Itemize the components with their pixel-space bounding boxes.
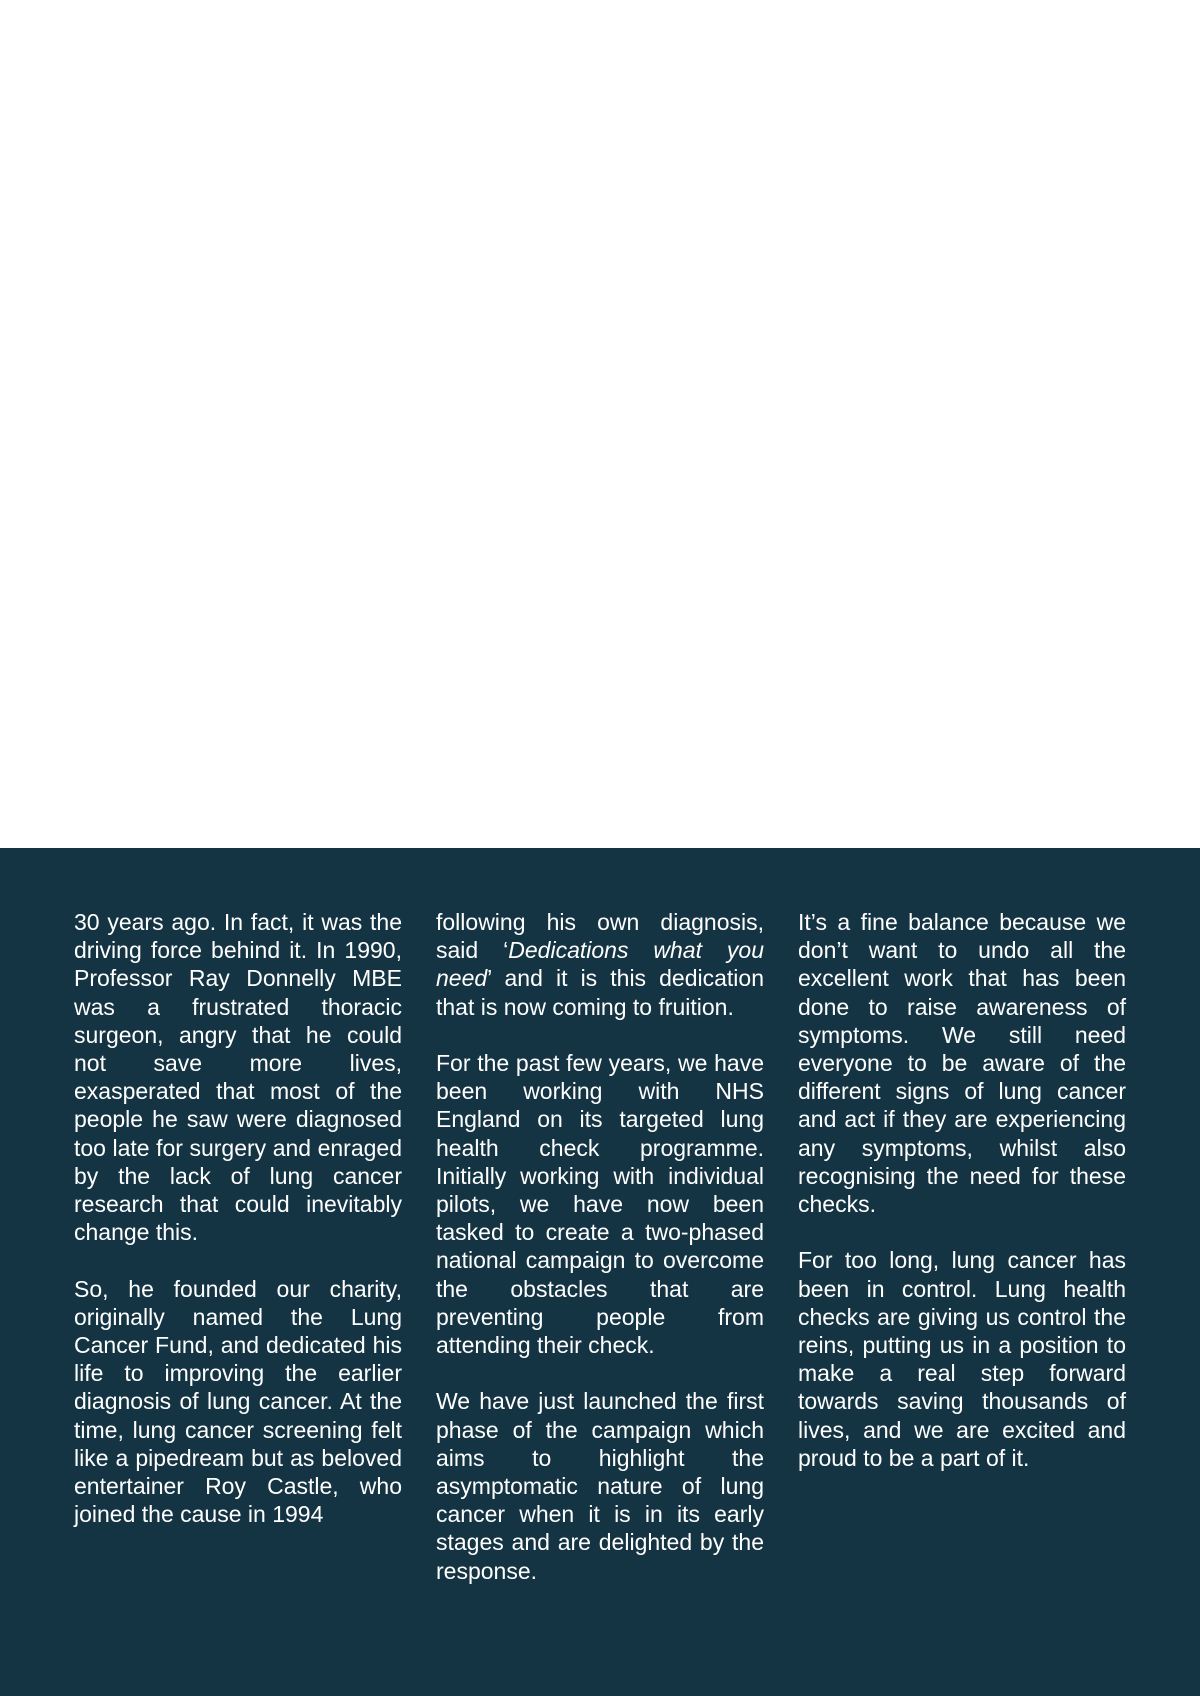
paragraph [436, 908, 764, 1021]
paragraph-text: following his own diagnosis, said ‘ [436, 909, 764, 964]
paragraph: We have just launched the first phase of the campaign which aims to highlight the asymptomatic nature of lung cancer when it is in its early stages and are delighted by the response. [436, 1388, 764, 1584]
article-column-2 [436, 908, 764, 1585]
article-column-3 [798, 908, 1126, 1472]
paragraph: It’s a fine balance because we don’t want to undo all the excellent work that has been done to raise awareness of symptoms. We still need everyone to be aware of the different signs of lung cancer and act if they are experiencing any symptoms, whilst also recognising the need for these checks. [798, 909, 1126, 1218]
article-column-1 [74, 908, 402, 1528]
paragraph: For too long, lung cancer has been in control. Lung health checks are giving us control the reins, putting us in a position to make a real step forward towards saving thousands of lives, and we are excited and proud to be a part of it. [798, 1247, 1126, 1471]
paragraph: For the past few years, we have been working with NHS England on its targeted lung health check programme. Initially working with individual pilots, we have now been tasked to create a two-phased national campaign to overcome the obstacles that are preventing people from attending their check. [436, 1050, 764, 1359]
paragraph-text: ’ and it is this dedication that is now coming to fruition. [436, 965, 764, 1020]
quote-text: Dedications what you need [436, 937, 765, 992]
paragraph: 30 years ago. In fact, it was the driving force behind it. In 1990, Professor Ray Donnelly MBE was a frustrated thoracic surgeon, angry that he could not save more lives, exasperated that most of the people he saw were diagnosed too late for surgery and enraged by the lack of lung cancer research that could inevitably change this. [74, 909, 402, 1246]
paragraph: So, he founded our charity, originally named the Lung Cancer Fund, and dedicated his life to improving the earlier diagnosis of lung cancer. At the time, lung cancer screening felt like a pipedream but as beloved entertainer Roy Castle, who joined the cause in 1994 [74, 1275, 402, 1528]
